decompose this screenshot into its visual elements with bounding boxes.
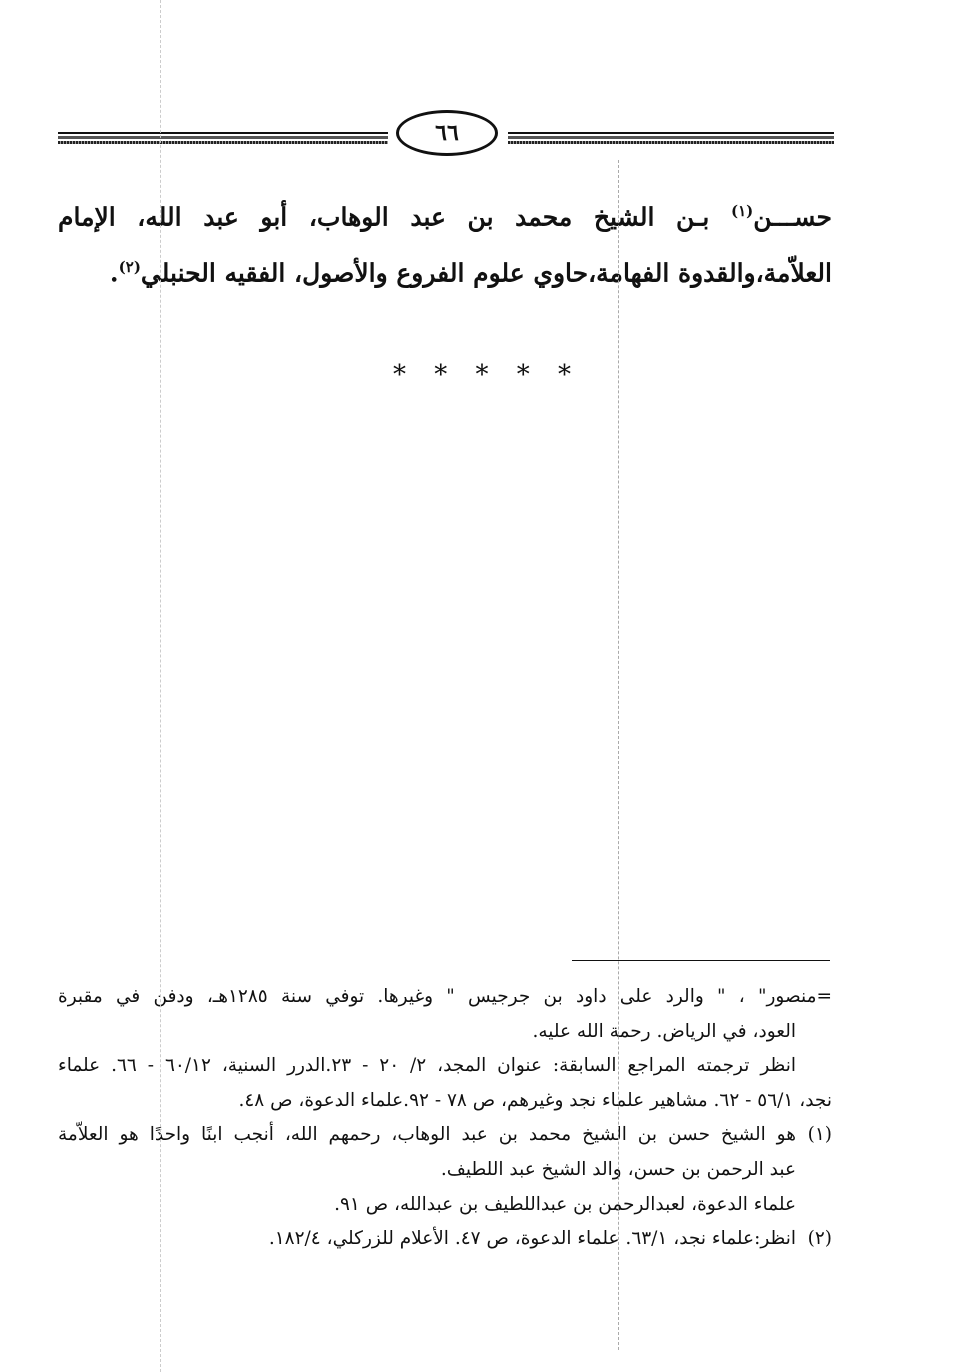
- footnote-continuation-line: نجد، ٥٦/١ - ٦٢. مشاهير علماء نجد وغيرهم، ص ٧٨ - ٩٢.علماء الدعوة، ص ٤٨.: [238, 1089, 832, 1111]
- header-rule-right: [508, 132, 834, 146]
- footnote-ref-1: (١): [730, 202, 754, 220]
- scan-fold-line: [618, 160, 619, 1350]
- footnote-ref-2: (٢): [118, 258, 141, 277]
- footnote-1-line: عبد الرحمن بن حسن، والد الشيخ عبد اللطيف.: [440, 1158, 796, 1180]
- footnote-continuation-line: =منصور" ، " والرد على داود بن جرجيس " وغيرها. توفي سنة ١٢٨٥هـ، ودفن في مقبرة: [58, 986, 832, 1007]
- footnote-1-line: هو الشيخ حسن بن الشيخ محمد بن عبد الوهاب، رحمهم الله، أنجب ابنًا واحدًا هو العلاّمة: [58, 1124, 796, 1146]
- footnote-1-line: علماء الدعوة، لعبدالرحمن بن عبداللطيف بن عبدالله، ص ٩١.: [334, 1193, 796, 1215]
- header-rule-left: [58, 132, 388, 146]
- page-number: ٦٦: [396, 110, 498, 156]
- footnote-2: [58, 1222, 832, 1257]
- footnotes: [58, 980, 832, 1257]
- section-separator: * * * * *: [392, 360, 582, 390]
- footnote-2-line: انظر:علماء نجد، ٦٣/١. علماء الدعوة، ص ٤٧. الأعلام للزركلي، ١٨٢/٤.: [268, 1228, 796, 1250]
- footnote-1-marker: (١): [807, 1124, 832, 1146]
- main-text-line-2a: العلاّمة،والقدوة الفهامة،حاوي علوم الفروع والأصول، الفقيه الحنبلي: [140, 258, 832, 288]
- page-header: [58, 104, 834, 156]
- footnote-divider: [572, 960, 830, 961]
- main-text-line-1b: بـن الشيخ محمد بن عبد الوهاب، أبو عبد الله، الإمام: [58, 202, 731, 232]
- main-paragraph: [58, 186, 832, 299]
- footnote-1: [58, 1118, 832, 1153]
- footnote-continuation-line: انظر ترجمته المراجع السابقة: عنوان المجد، ٢/ ٢٠ - ٢٣.الدرر السنية، ٦٠/١٢ - ٦٦. علماء: [58, 1055, 796, 1077]
- main-text-line-1a: حســـن: [753, 202, 832, 232]
- main-text-line-2b: .: [109, 258, 119, 288]
- footnote-continuation-line: العود، في الرياض. رحمة الله عليه.: [532, 1020, 796, 1042]
- scan-fold-line: [160, 0, 161, 1372]
- footnote-2-marker: (٢): [807, 1228, 832, 1250]
